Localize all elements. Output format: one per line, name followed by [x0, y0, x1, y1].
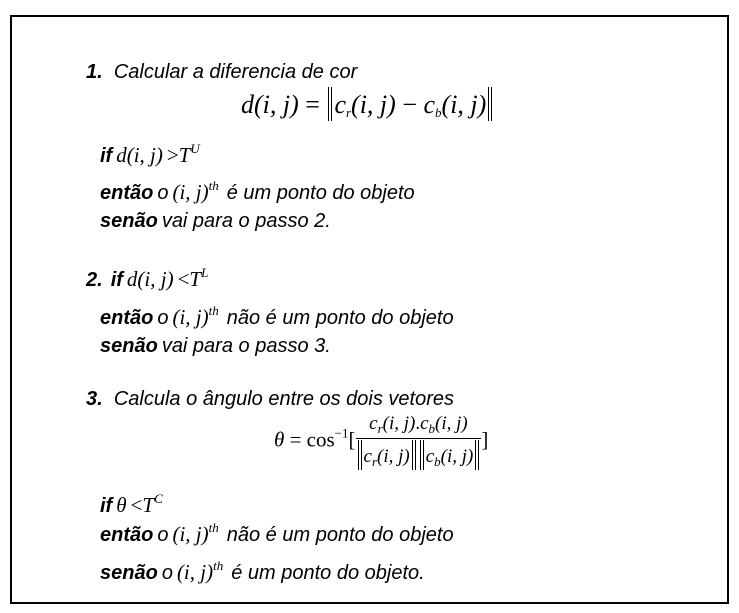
c-b: c	[423, 90, 436, 119]
c-b: c	[420, 413, 429, 434]
norm-bar	[412, 440, 416, 470]
step-1-if	[100, 141, 200, 168]
then-o: o	[157, 524, 169, 546]
step-3-then	[100, 520, 454, 547]
ij: (i, j)	[172, 305, 209, 329]
then-text: é um ponto do objeto	[226, 182, 415, 204]
theta: θ	[274, 427, 285, 452]
then-keyword: então	[100, 307, 154, 329]
step-2-else	[100, 335, 331, 358]
c-r: c	[363, 446, 372, 467]
step-3-else	[100, 558, 425, 585]
ij: (i, j)	[435, 413, 468, 434]
if-keyword: if	[110, 269, 123, 291]
lt-sign: <	[130, 493, 143, 517]
theta: θ	[116, 493, 127, 517]
sup-L: L	[201, 265, 209, 280]
step-1-else	[100, 210, 331, 233]
then-keyword: então	[100, 182, 154, 204]
norm-left-bar	[328, 87, 332, 121]
algorithm-box	[10, 15, 729, 604]
step-2-number: 2.	[86, 269, 103, 291]
if-keyword: if	[100, 145, 113, 167]
sub-r: r	[377, 421, 383, 436]
ij-2: (i, j)	[441, 90, 487, 119]
step-1-then	[100, 178, 415, 205]
eq-sign: =	[289, 427, 302, 452]
fraction-denominator	[356, 439, 482, 470]
lt-sign: <	[177, 267, 190, 291]
step-1-title: Calcular a diferencia de cor	[113, 61, 358, 83]
ij-1: (i, j)	[351, 90, 396, 119]
sup-th: th	[208, 303, 219, 318]
sub-r: r	[371, 454, 378, 469]
sup-U: U	[190, 141, 200, 156]
if-keyword: if	[100, 495, 113, 517]
else-o: o	[161, 562, 173, 584]
else-keyword: senão	[100, 562, 158, 584]
T: T	[178, 143, 191, 167]
then-o: o	[157, 182, 169, 204]
cos: cos	[306, 427, 335, 452]
sub-b: b	[434, 454, 441, 469]
eq-sign: =	[305, 90, 320, 119]
sup-C: C	[154, 491, 163, 506]
sub-b: b	[435, 105, 442, 120]
step-3-title: Calcula o ângulo entre os dois vetores	[113, 388, 455, 410]
ij: (i, j)	[382, 413, 416, 434]
sup-inv: −1	[334, 425, 349, 441]
gt-sign: >	[166, 143, 179, 167]
step-1-formula	[241, 87, 494, 121]
step-3-heading	[86, 388, 454, 411]
step-3-if	[100, 491, 163, 518]
T: T	[142, 493, 155, 517]
angle-fraction	[356, 413, 482, 470]
step-3-formula	[274, 413, 488, 470]
c-r: c	[369, 413, 378, 434]
ij: (i, j)	[440, 446, 474, 467]
d-ij: d(i, j)	[241, 90, 299, 119]
else-keyword: senão	[100, 335, 158, 357]
fraction-numerator	[356, 413, 482, 439]
then-text: não é um ponto do objeto	[226, 307, 454, 329]
sup-th: th	[213, 558, 224, 573]
d-ij: d(i, j)	[116, 143, 163, 167]
step-2-heading	[86, 265, 208, 292]
c-r: c	[334, 90, 346, 119]
step-1-heading	[86, 61, 357, 84]
step-2-then	[100, 303, 454, 330]
then-text: não é um ponto do objeto	[226, 524, 454, 546]
ij: (i, j)	[172, 180, 209, 204]
then-o: o	[157, 307, 169, 329]
dot: .	[415, 413, 421, 434]
sup-th: th	[208, 520, 219, 535]
minus-sign: −	[402, 90, 417, 119]
else-keyword: senão	[100, 210, 158, 232]
left-bracket: [	[348, 427, 356, 452]
sub-b: b	[428, 421, 436, 436]
T: T	[189, 267, 202, 291]
else-text: vai para o passo 3.	[161, 335, 331, 357]
c-b: c	[425, 446, 435, 467]
step-3-number: 3.	[86, 388, 103, 410]
ij: (i, j)	[172, 522, 209, 546]
norm-bar	[420, 440, 424, 470]
norm-bar	[475, 440, 479, 470]
then-keyword: então	[100, 524, 154, 546]
d-ij: d(i, j)	[126, 267, 174, 291]
norm-bar	[358, 440, 362, 470]
sub-r: r	[345, 105, 352, 120]
norm-right-bar	[488, 87, 492, 121]
else-text: é um ponto do objeto.	[231, 562, 425, 584]
step-1-number: 1.	[86, 61, 103, 83]
right-bracket: ]	[481, 427, 489, 452]
ij: (i, j)	[377, 446, 410, 467]
else-text: vai para o passo 2.	[161, 210, 331, 232]
ij: (i, j)	[176, 560, 214, 584]
sup-th: th	[208, 178, 219, 193]
